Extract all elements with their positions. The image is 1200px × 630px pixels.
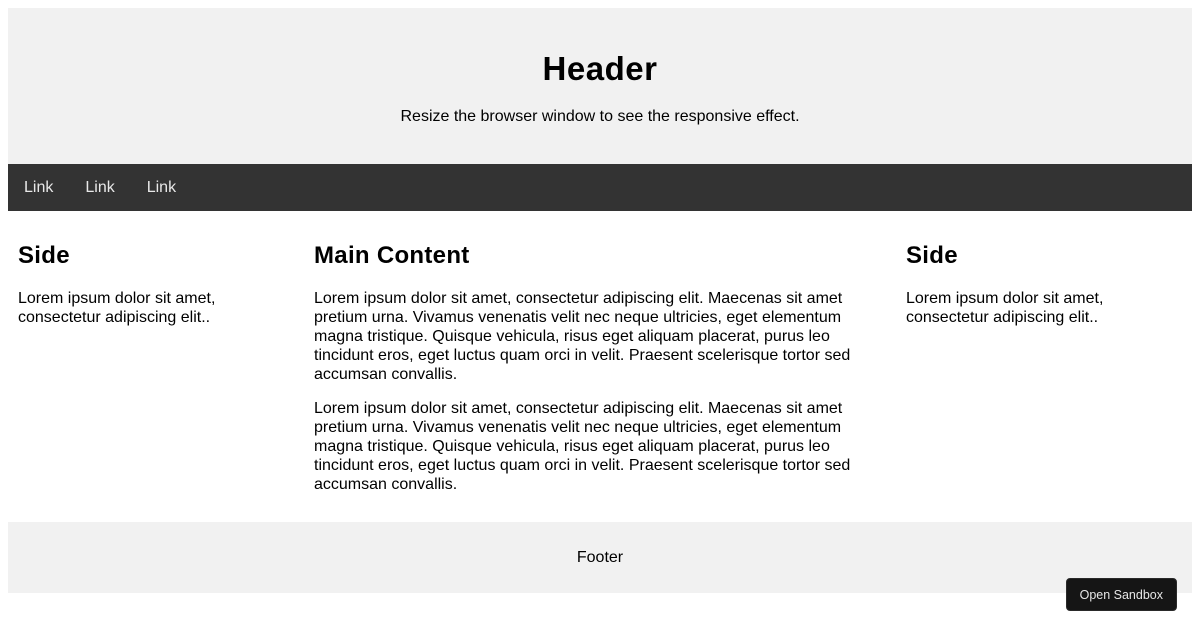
left-side-title: Side [18, 242, 70, 269]
main-content-column [304, 211, 896, 504]
right-side-title: Side [906, 242, 958, 269]
left-side-text: Lorem ipsum dolor sit amet, consectetur adipiscing elit.. [18, 290, 216, 326]
nav-link-2[interactable]: Link [85, 178, 115, 196]
open-sandbox-button[interactable]: Open Sandbox [1066, 578, 1177, 611]
left-side-column [8, 211, 304, 337]
content-row [8, 211, 1192, 522]
footer-text: Footer [576, 548, 624, 566]
page-footer [8, 522, 1192, 593]
main-content-title: Main Content [314, 242, 470, 269]
nav-link-3[interactable]: Link [146, 178, 177, 196]
right-side-text: Lorem ipsum dolor sit amet, consectetur adipiscing elit.. [906, 290, 1104, 326]
main-paragraph-1: Lorem ipsum dolor sit amet, consectetur adipiscing elit. Maecenas sit amet pretium urna. Vivamus venenatis velit nec neque ultricies, eget elementum magna tristique. Quisque vehicula, risus eget aliquam placerat, purus leo tincidunt eros, eget luctus quam orci in velit. Praesent scelerisque tortor sed accumsan convallis. [314, 290, 851, 383]
header-subtitle: Resize the browser window to see the responsive effect. [400, 108, 800, 125]
header-title: Header [542, 50, 658, 87]
top-navigation [8, 164, 1192, 211]
main-paragraph-2: Lorem ipsum dolor sit amet, consectetur adipiscing elit. Maecenas sit amet pretium urna. Vivamus venenatis velit nec neque ultricies, eget elementum magna tristique. Quisque vehicula, risus eget aliquam placerat, purus leo tincidunt eros, eget luctus quam orci in velit. Praesent scelerisque tortor sed accumsan convallis. [314, 400, 851, 493]
right-side-column [896, 211, 1192, 337]
page-header [8, 8, 1192, 164]
nav-link-1[interactable]: Link [24, 178, 54, 196]
